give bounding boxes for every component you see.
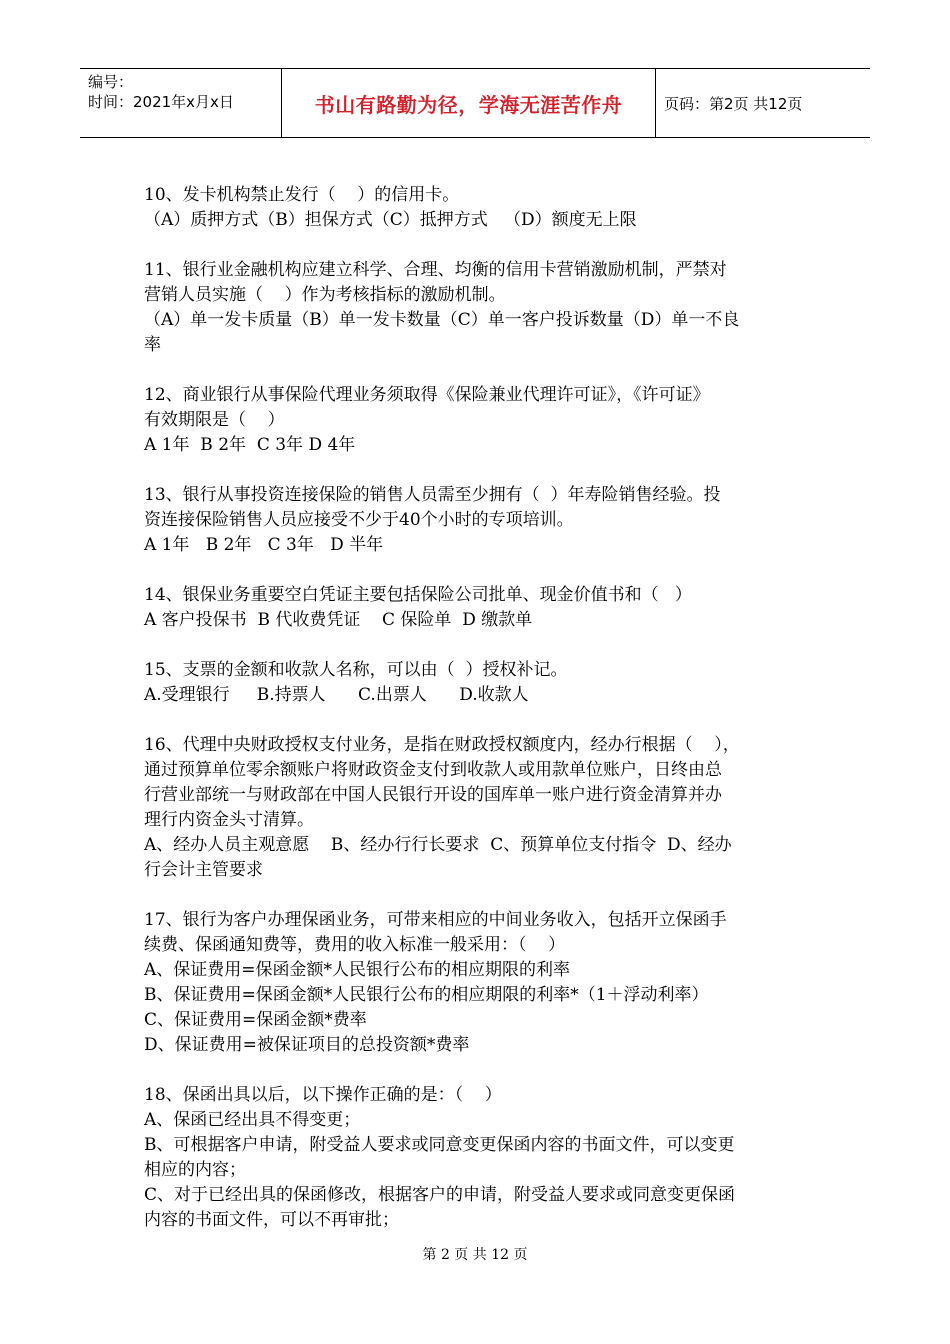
question-block [144,183,814,233]
question-block [144,733,814,883]
question-line: C、保证费用=保函金额*费率 [144,1010,367,1030]
question-line: 内容的书面文件，可以不再审批； [144,1210,399,1230]
question-line: 资连接保险销售人员应接受不少于40个小时的专项培训。 [144,510,574,530]
question-list [144,183,814,1258]
document-number-label: 编号： [88,73,134,91]
page-footer: 第 2 页 共 12 页 [422,1247,528,1263]
header-motto: 书山有路勤为径，学海无涯苦作舟 [314,92,623,117]
question-line: A 客户投保书 B 代收费凭证 C 保险单 D 缴款单 [144,610,533,630]
question-line: D、保证费用=被保证项目的总投资额*费率 [144,1035,470,1055]
question-line: 14、银保业务重要空白凭证主要包括保险公司批单、现金价值书和（ ） [144,585,692,605]
question-line: 16、代理中央财政授权支付业务，是指在财政授权额度内，经办行根据（ ）， [144,735,740,755]
page-header [80,68,870,138]
question-line: （A）单一发卡质量（B）单一发卡数量（C）单一客户投诉数量（D）单一不良 [144,310,740,330]
question-block [144,908,814,1058]
question-line: 行会计主管要求 [144,860,263,880]
question-line: A、经办人员主观意愿 B、经办行行长要求 C、预算单位支付指令 D、经办 [144,835,732,855]
header-left-cell [80,69,282,137]
question-line: A、保证费用=保函金额*人民银行公布的相应期限的利率 [144,960,571,980]
question-line: A、保函已经出具不得变更； [144,1110,361,1130]
question-line: 续费、保函通知费等，费用的收入标准一般采用：（ ） [144,935,566,955]
question-line: （A）质押方式（B）担保方式（C）抵押方式 （D）额度无上限 [144,210,637,230]
question-block [144,258,814,358]
question-block [144,658,814,708]
document-date: 时间：2021年x月x日 [88,93,234,111]
question-line: 营销人员实施（ ）作为考核指标的激励机制。 [144,285,506,305]
header-page-info: 页码：第2页 共12页 [664,94,803,113]
question-block [144,483,814,558]
question-line: A.受理银行 B.持票人 C.出票人 D.收款人 [144,685,529,705]
question-line: 通过预算单位零余额账户将财政资金支付到收款人或用款单位账户，日终由总 [144,760,722,780]
question-line: 15、支票的金额和收款人名称，可以由（ ）授权补记。 [144,660,568,680]
header-motto-cell [282,69,656,137]
question-line: 相应的内容； [144,1160,246,1180]
question-line: 18、保函出具以后，以下操作正确的是：（ ） [144,1085,502,1105]
question-line: B、可根据客户申请，附受益人要求或同意变更保函内容的书面文件，可以变更 [144,1135,735,1155]
question-line: 11、银行业金融机构应建立科学、合理、均衡的信用卡营销激励机制，严禁对 [144,260,727,280]
question-block [144,1083,814,1233]
question-line: 12、商业银行从事保险代理业务须取得《保险兼业代理许可证》，《许可证》 [144,385,710,405]
question-line: 有效期限是（ ） [144,410,285,430]
question-line: 率 [144,335,161,355]
question-line: C、对于已经出具的保函修改，根据客户的申请，附受益人要求或同意变更保函 [144,1185,736,1205]
question-line: 行营业部统一与财政部在中国人民银行开设的国库单一账户进行资金清算并办 [144,785,722,805]
question-line: A 1年 B 2年 C 3年 D 4年 [144,435,356,455]
question-line: 理行内资金头寸清算。 [144,810,314,830]
question-line: 13、银行从事投资连接保险的销售人员需至少拥有（ ）年寿险销售经验。投 [144,485,721,505]
question-block [144,583,814,633]
header-right-cell [656,69,870,137]
question-line: B、保证费用=保函金额*人民银行公布的相应期限的利率*（1＋浮动利率） [144,985,709,1005]
question-block [144,383,814,458]
question-line: 17、银行为客户办理保函业务，可带来相应的中间业务收入，包括开立保函手 [144,910,727,930]
question-line: 10、发卡机构禁止发行（ ）的信用卡。 [144,185,460,205]
question-line: A 1年 B 2年 C 3年 D 半年 [144,535,384,555]
